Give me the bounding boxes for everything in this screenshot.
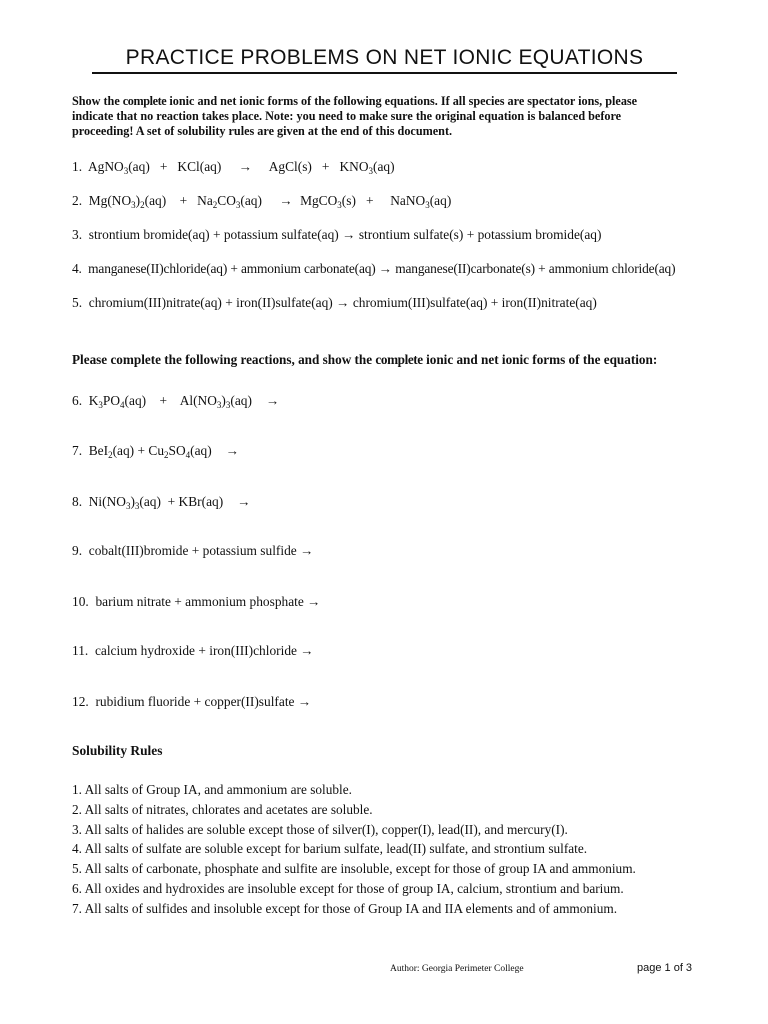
problem-number: 6. [72,393,83,408]
instructions-text: ionic and net ionic forms of the following equations. If all species are spectator ions, please [166,94,638,108]
problem-text: barium nitrate + ammonium phosphate → [95,594,321,609]
problem-5 [72,295,597,311]
rule-item: 5. All salts of carbonate, phosphate and sulfite are insoluble, except for those of group IA and ammonium. [72,861,636,877]
rule-item: 1. All salts of Group IA, and ammonium are soluble. [72,782,352,797]
problem-number: 1. [72,159,83,174]
problem-4 [72,261,675,277]
problem-8: 8. $Ni(NO_3)_3(aq) + KBr(aq)$ → [72,494,251,511]
solubility-rules-heading: Solubility Rules [72,743,163,758]
instructions-line-3: proceeding! A set of solubility rules are given at the end of this document. [72,124,453,138]
problem-3 [72,227,601,243]
page-number: page 1 of 3 [637,962,693,974]
problem-10 [72,594,321,610]
problem-text: rubidium fluoride + copper(II)sulfate → [95,694,312,709]
section-text: ionic and net ionic forms of the equation: [422,352,658,367]
instructions-line-1 [72,94,712,109]
rule-item: 2. All salts of nitrates, chlorates and acetates are soluble. [72,801,373,817]
problem-text: manganese(II)chloride(aq) + ammonium carbonate(aq) → manganese(II)carbonate(s) + ammonium chloride(aq) [88,261,676,276]
problem-number: 3. [72,227,83,242]
problem-number: 7. [72,443,83,458]
problem-11 [72,643,314,659]
rule-item: 6. All oxides and hydroxides are insoluble except for those of group IA, calcium, strontium and barium. [72,880,624,896]
problem-number: 2. [72,193,83,208]
problem-number: 9. [72,543,83,558]
rule-item: 3. All salts of halides are soluble except those of silver(I), copper(I), lead(II), and mercury(I). [72,821,568,837]
problem-7: 7. $BeI_2(aq) + Cu_2SO_4(aq)$ → [72,443,240,460]
page-title: PRACTICE PROBLEMS ON NET IONIC EQUATIONS [92,46,677,74]
problem-text: cobalt(III)bromide + potassium sulfide → [88,543,314,558]
rule-item: 7. All salts of sulfides and insoluble except for those of Group IA and IIA elements and of ammonium. [72,900,618,916]
problem-number: 5. [72,295,83,310]
footer-author: Author: Georgia Perimeter College [390,964,524,974]
section-emphasis: complete [375,352,423,367]
problem-number: 10. [72,594,89,609]
problem-2: 2. $Mg(NO_3)_2(aq)$ + $Na_2CO_3(aq)$ → MgCO$_3$(s) + NaNO$_3$(aq) [72,193,452,210]
problem-text: strontium bromide(aq) + potassium sulfate(aq) → strontium sulfate(s) + potassium bromide(aq) [88,227,602,242]
problem-9 [72,543,313,559]
problem-number: 4. [72,261,82,276]
problem-12 [72,694,311,710]
rule-item: 4. All salts of sulfate are soluble except for barium sulfate, lead(II) sulfate, and strontium sulfate. [72,841,588,857]
problem-number: 12. [72,694,89,709]
instructions-line-2: indicate that no reaction takes place. Note: you need to make sure the original equation is balanced before [72,109,622,123]
solubility-rules-list [72,780,732,919]
problem-text: calcium hydroxide + iron(III)chloride → [94,643,314,658]
problem-1: 1. AgNO$_3$(aq) + KCl(aq) → AgCl(s) + $KNO_3(aq)$ [72,159,395,176]
instructions-paragraph [72,94,712,139]
problem-text: chromium(III)nitrate(aq) + iron(II)sulfate(aq) → chromium(III)sulfate(aq) + iron(II)nitrate(aq) [88,295,597,310]
section-instructions [72,352,657,368]
problem-6: 6. $K_3PO_4(aq)$ + $Al(NO_3)_3(aq)$ → [72,393,280,410]
instructions-text: Show the [72,94,123,108]
instructions-emphasis: complete [122,94,167,108]
problem-number: 8. [72,494,83,509]
problem-number: 11. [72,643,89,658]
section-text: Please complete the following reactions, and show the [72,352,376,367]
